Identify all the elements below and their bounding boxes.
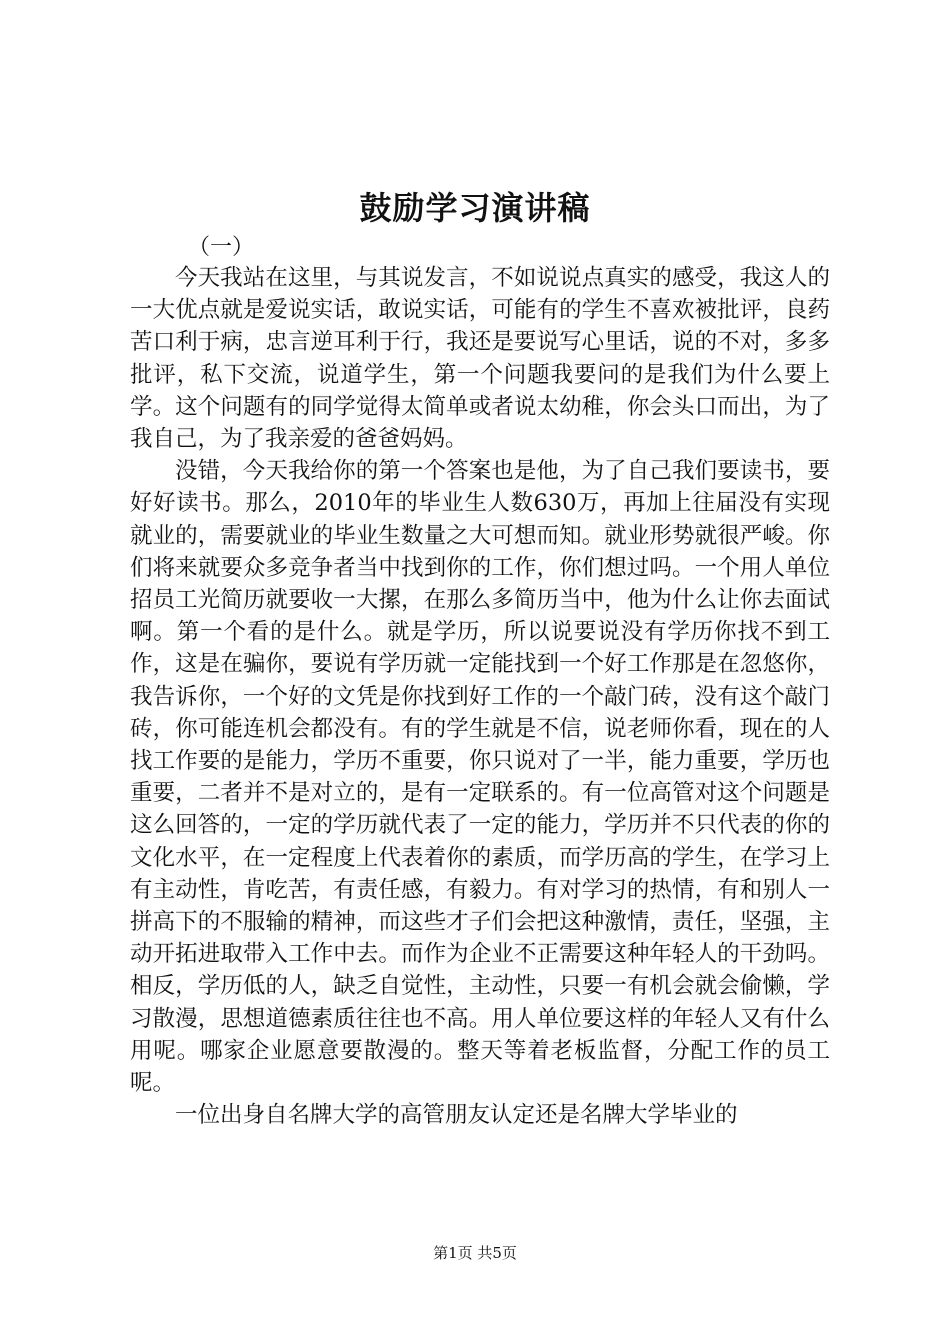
paragraph: 今天我站在这里，与其说发言，不如说说点真实的感受，我这人的一大优点就是爱说实话，敢说实话，可能有的学生不喜欢被批评，良药苦口利于病，忠言逆耳利于行，我还是要说写心里话，说的不对，多多批评，私下交流，说道学生，第一个问题我要问的是我们为什么要上学。这个问题有的同学觉得太简单或者说太幼稚，你会头口而出，为了我自己，为了我亲爱的爸爸妈妈。: [130, 265, 830, 453]
paragraph: 没错，今天我给你的第一个答案也是他，为了自己我们要读书，要好好读书。那么，2010年的毕业生人数630万，再加上往届没有实现就业的，需要就业的毕业生数量之大可想而知。就业形势就很严峻。你们将来就要众多竞争者当中找到你的工作，你们想过吗。一个用人单位招员工光简历就要收一大摞，在那么多简历当中，他为什么让你去面试啊。第一个看的是什么。就是学历，所以说要说没有学历你找不到工作，这是在骗你，要说有学历就一定能找到一个好工作那是在忽悠你，我告诉你，一个好的文凭是你找到好工作的一个敲门砖，没有这个敲门砖，你可能连机会都没有。有的学生就是不信，说老师你看，现在的人找工作要的是能力，学历不重要，你只说对了一半，能力重要，学历也重要，二者并不是对立的，是有一定联系的。有一位高管对这个问题是这么回答的，一定的学历就代表了一定的能力，学历并不只代表的你的文化水平，在一定程度上代表着你的素质，而学历高的学生，在学习上有主动性，肯吃苦，有责任感，有毅力。有对学习的热情，有和别人一拼高下的不服输的精神，而这些才子们会把这种激情，责任，坚强，主动开拓进取带入工作中去。而作为企业不正需要这种年轻人的干劲吗。相反，学历低的人，缺乏自觉性，主动性，只要一有机会就会偷懒，学习散漫，思想道德素质往往也不高。用人单位要这样的年轻人又有什么用呢。哪家企业愿意要散漫的。整天等着老板监督，分配工作的员工呢。: [130, 458, 830, 1097]
page-footer: 第1页 共5页: [433, 1244, 517, 1262]
section-label: （一）: [188, 235, 255, 260]
document-body: [130, 262, 830, 1131]
paragraph: 一位出身自名牌大学的高管朋友认定还是名牌大学毕业的: [175, 1102, 738, 1129]
document-title: 鼓励学习演讲稿: [359, 189, 591, 227]
